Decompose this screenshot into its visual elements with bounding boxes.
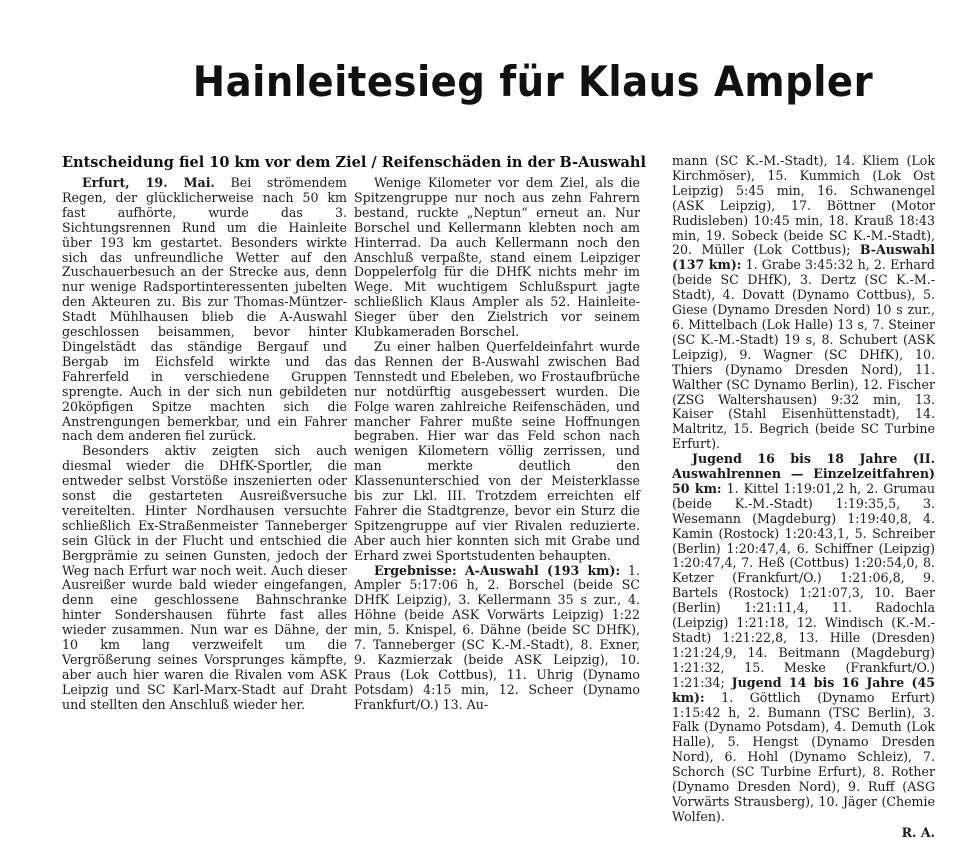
b-auswahl-label: B-Auswahl (137 km):: [672, 242, 935, 273]
paragraph: Besonders aktiv zeigten sich auch diesmal wieder die DHfK-Sportler, die entweder selbst Vorstöße inszenierten oder sonst die gestarteten Ausreißversuche vereitelten. Hinter Nordhausen versuchte schließlich Ex-Straßenmeister Tanneberger sein Glück in der Flucht und entschied die Bergprämie zu seinen Gunsten, jedoch der Weg nach Erfurt war noch weit. Auch dieser Ausreißer wurde bald wieder eingefangen, denn eine geschlossene Bahnschranke hinter Sondershausen führte fast alles wieder zusammen. Nun war es Dähne, der 10 km lang verzweifelt um die Vergrößerung seines Vorsprunges kämpfte, aber auch hier waren die Rivalen vom ASK Leipzig und SC Karl-Marx-Stadt auf Draht und stellten den Anschluß wieder her.: [62, 443, 347, 712]
results-text: 1. Grabe 3:45:32 h, 2. Erhard (beide SC DHfK), 3. Dertz (SC K.-M.-Stadt), 4. Dovatt (Dynamo Cottbus), 5. Giese (Dynamo Dresden Nord) 10 s zur., 6. Mittelbach (Lok Halle) 13 s, 7. Steiner (SC K.-M.-Stadt) 19 s, 8. Schubert (ASK Leipzig), 9. Wagner (SC DHfK), 10. Thiers (Dynamo Dresden Nord), 11. Walther (SC Dynamo Berlin), 12. Fischer (ZSG Waltershausen) 9:32 min, 13. Kaiser (Stahl Eisenhüttenstadt), 14. Maltritz, 15. Begrich (beide SC Turbine Erfurt).: [672, 257, 935, 452]
newspaper-clipping: [18, 30, 953, 840]
dateline: Erfurt, 19. Mai.: [82, 175, 215, 190]
article-column-2: [354, 176, 640, 742]
article-column-1: [62, 176, 347, 732]
results-text: mann (SC K.-M.-Stadt), 14. Kliem (Lok Kirchmöser), 15. Kummich (Lok Ost Leipzig) 5:45 min, 16. Schwanengel (ASK Leipzig), 17. Böttner (Motor Rudisleben) 10:45 min, 18. Krauß 18:43 min, 19. Sobeck (beide SC K.-M.-Stadt), 20. Müller (Lok Cottbus);: [672, 153, 935, 258]
jugend-16-18-label: Jugend 16 bis 18 Jahre (II. Auswahlrennen — Einzelzeitfahren) 50 km:: [672, 451, 935, 496]
results-text: 1. Göttlich (Dynamo Erfurt) 1:15:42 h, 2. Bumann (TSC Berlin), 3. Falk (Dynamo Potsdam), 4. Demuth (Lok Halle), 5. Hengst (Dynamo Dresden Nord), 6. Hohl (Dynamo Schleiz), 7. Schorch (SC Turbine Erfurt), 8. Rother (Dynamo Dresden Nord), 9. Ruff (ASG Vorwärts Strausberg), 10. Jäger (Chemie Wolfen).: [672, 689, 935, 824]
paragraph-text: Bei strömendem Regen, der glücklicherweise nach 50 km fast aufhörte, wurde das 3. Sichtungsrennen Rund um die Hainleite über 193 km gestartet. Besonders wirkte sich das unfreundliche Wetter auf den Zuschauerbesuch an der Strecke aus, denn nur wenige Radsportinteressenten jubelten den Akteuren zu. Bis zur Thomas-Müntzer-Stadt Mühlhausen blieb die A-Auswahl geschlossen beisammen, bevor hinter Dingelstädt das ständige Bergauf und Bergab im Eichsfeld wirkte und das Fahrerfeld in verschiedene Gruppen sprengte. Auch in der sich nun gebildeten 20köpfigen Spitze machten sich die Anstrengungen bemerkbar, und ein Fahrer nach dem anderen fiel zurück.: [62, 175, 347, 444]
results-text: 1. Ampler 5:17:06 h, 2. Borschel (beide SC DHfK Leipzig), 3. Kellermann 35 s zur., 4. Höhne (beide ASK Vorwärts Leipzig) 1:22 min, 5. Knispel, 6. Dähne (beide SC DHfK), 7. Tanneberger (SC K.-M.-Stadt), 8. Exner, 9. Kazmierzak (beide ASK Leipzig), 10. Praus (Lok Cottbus), 11. Uhrig (Dynamo Potsdam) 4:15 min, 12. Scheer (Dynamo Frankfurt/O.) 13. Au-: [354, 562, 640, 712]
paragraph: Zu einer halben Querfeldeinfahrt wurde das Rennen der B-Auswahl zwischen Bad Tennstedt und Ebeleben, wo Frostaufbrüche nur notdürftig ausgebessert wurden. Die Folge waren zahlreiche Reifenschäden, und mancher Fahrer mußte seine Hoffnungen begraben. Hier war das Feld schon nach wenigen Kilometern völlig zerrissen, und man merkte deutlich den Klassenunterschied von der Meisterklasse bis zur Lkl. III. Trotzdem erreichten elf Fahrer die Stadtgrenze, bevor ein Sturz die Spitzengruppe auf vier Rivalen reduzierte. Aber auch hier konnten sich mit Grabe und Erhard zwei Sportstudenten behaupten.: [354, 338, 640, 563]
paragraph: [62, 176, 347, 444]
author-signature: R. A.: [901, 824, 935, 840]
results-paragraph: [672, 154, 935, 452]
results-label: Ergebnisse: A-Auswahl (193 km):: [374, 562, 621, 578]
results-paragraph: [354, 564, 640, 713]
subheadline: Entscheidung fiel 10 km vor dem Ziel / Reifenschäden in der B-Auswahl: [62, 154, 646, 171]
results-paragraph: [672, 452, 935, 825]
jugend-14-16-label: Jugend 14 bis 16 Jahre (45 km):: [672, 674, 935, 705]
results-text: 1. Kittel 1:19:01,2 h, 2. Grumau (beide K.-M.-Stadt) 1:19:35,5, 3. Wesemann (Magdeburg) 1:19:40,8, 4. Kamin (Rostock) 1:20:43,1, 5. Schreiber (Berlin) 1:20:47,4, 6. Schiffner (Leipzig) 1:20:47,4, 7. Heß (Cottbus) 1:20:54,0, 8. Ketzer (Frankfurt/O.) 1:21:06,8, 9. Bartels (Rostock) 1:21:07,3, 10. Baer (Berlin) 1:21:11,4, 11. Radochla (Leipzig) 1:21:18, 12. Windisch (K.-M.-Stadt) 1:21:22,8, 13. Hille (Dresden) 1:21:24,9, 14. Beitmann (Magdeburg) 1:21:32, 15. Meske (Frankfurt/O.) 1:21:34;: [672, 480, 935, 690]
paragraph: Wenige Kilometer vor dem Ziel, als die Spitzengruppe nur noch aus zehn Fahrern bestand, ruckte „Neptun“ erneut an. Nur Borschel und Kellermann klebten noch am Hinterrad. Da auch Kellermann noch den Anschluß verpaßte, stand einem Leipziger Doppelerfolg für die DHfK nichts mehr im Wege. Mit wuchtigem Schlußspurt jagte schließlich Klaus Ampler als 52. Hainleite-Sieger über den Zielstrich vor seinem Klubkameraden Borschel.: [354, 175, 640, 340]
article-column-3: [672, 153, 935, 840]
headline: Hainleitesieg für Klaus Ampler: [192, 57, 874, 106]
